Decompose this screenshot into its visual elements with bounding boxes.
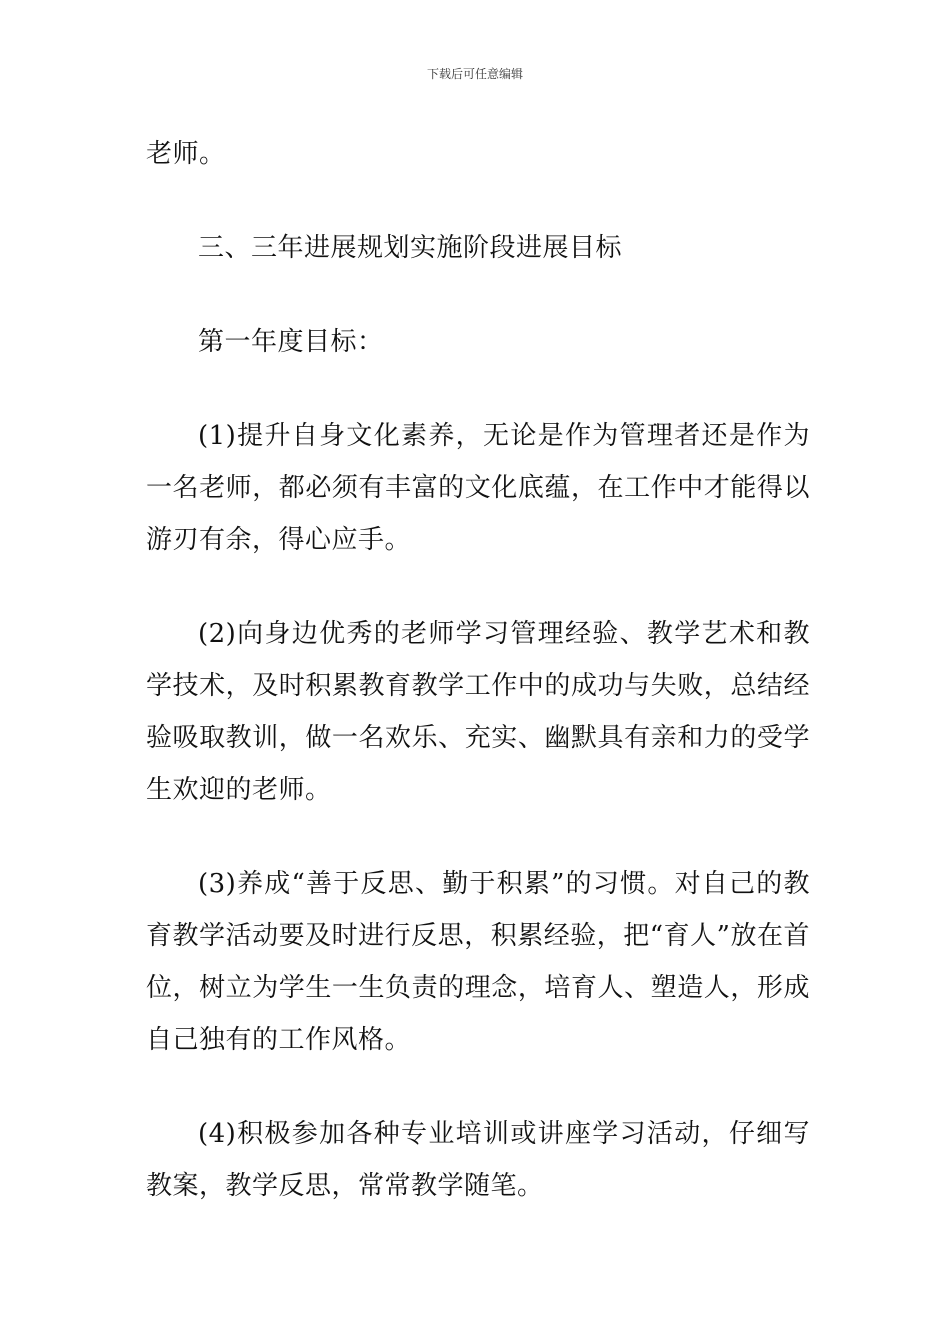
list-item-4: (4)积极参加各种专业培训或讲座学习活动，仔细写教案，教学反思，常常教学随笔。 xyxy=(146,1119,810,1201)
subsection-heading: 第一年度目标： xyxy=(198,327,384,357)
list-item-2: (2)向身边优秀的老师学习管理经验、教学艺术和教学技术，及时积累教育教学工作中的成功与失败，总结经验吸取教训，做一名欢乐、充实、幽默具有亲和力的受学生欢迎的老师。 xyxy=(146,619,810,805)
section-heading: 三、三年进展规划实施阶段进展目标 xyxy=(198,233,623,263)
page-header: 下载后可任意编辑 xyxy=(426,67,523,81)
document-body xyxy=(146,128,810,1212)
paragraph-continuation: 老师。 xyxy=(146,139,226,169)
list-item-1: (1)提升自身文化素养，无论是作为管理者还是作为一名老师，都必须有丰富的文化底蕴，在工作中才能得以游刃有余，得心应手。 xyxy=(146,421,810,555)
list-item-3: (3)养成“善于反思、勤于积累”的习惯。对自己的教育教学活动要及时进行反思，积累经验，把“育人”放在首位，树立为学生一生负责的理念，培育人、塑造人，形成自己独有的工作风格。 xyxy=(146,869,810,1055)
